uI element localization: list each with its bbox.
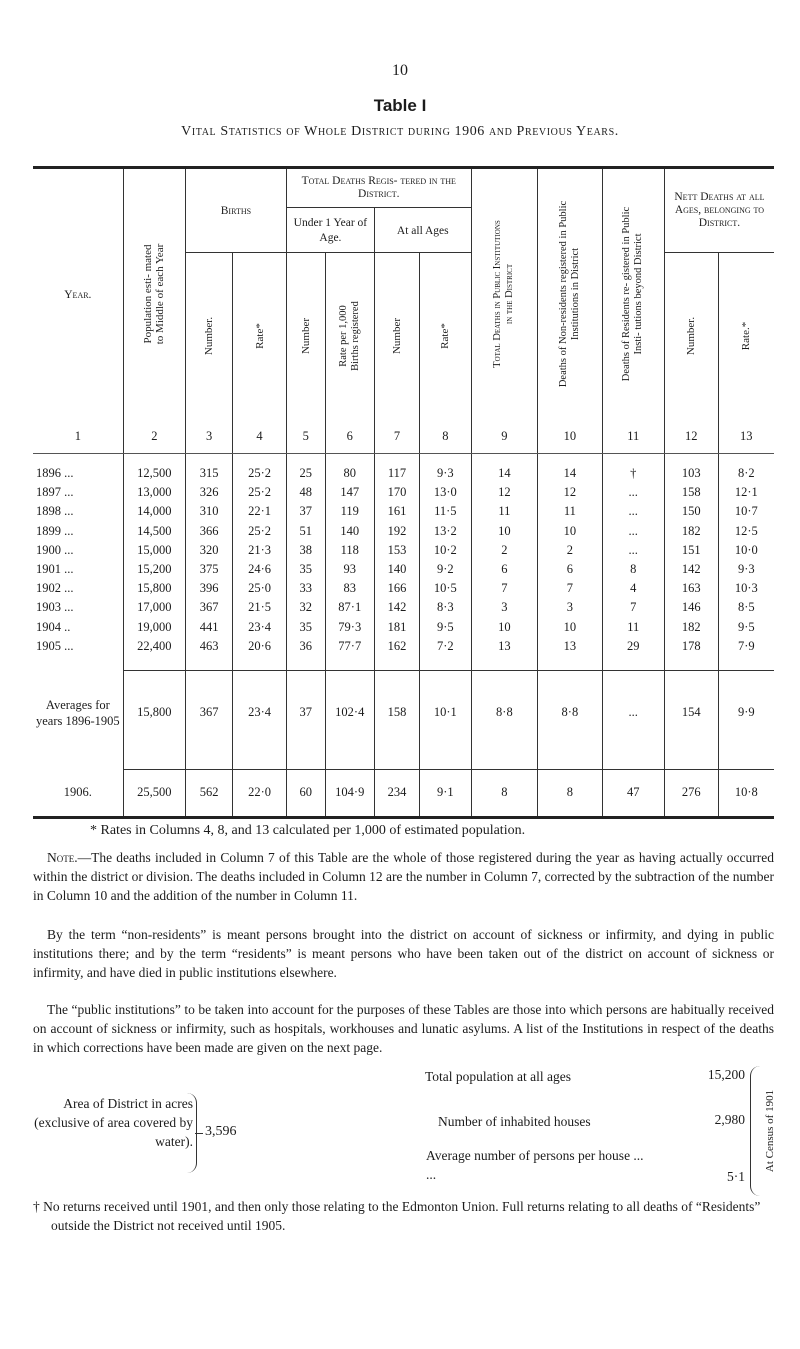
spacer-cell: [374, 454, 419, 465]
spacer-cell: [233, 454, 287, 465]
value-cell: 38: [286, 541, 325, 560]
year-cell: 1905 ...: [36, 638, 74, 653]
census-persons-label: Average number of persons per house ... ...: [426, 1148, 644, 1182]
value-cell: 35: [286, 560, 325, 579]
column-number: 6: [325, 419, 374, 454]
separator-cell: [420, 755, 472, 770]
separator-cell: [374, 755, 419, 770]
column-number: 3: [185, 419, 232, 454]
value-cell: 158: [374, 670, 419, 755]
value-cell: 8·8: [538, 670, 602, 755]
year-cell: 1899 ...: [36, 523, 74, 538]
spacer-cell: [286, 454, 325, 465]
value-cell: 463: [185, 637, 232, 656]
value-cell: 32: [286, 598, 325, 617]
value-cell: 158: [664, 483, 718, 502]
value-cell: 10·2: [420, 541, 472, 560]
area-value: 3,596: [205, 1124, 237, 1139]
separator-cell: [718, 755, 774, 770]
year-cell: 1901 ...: [36, 562, 74, 577]
census-houses-label: Number of inhabited houses: [438, 1114, 591, 1129]
value-cell: 14,000: [123, 502, 185, 521]
census-label: At Census of 1901: [764, 1089, 776, 1173]
value-cell: 83: [325, 579, 374, 598]
value-cell: 23·4: [233, 670, 287, 755]
area-label: Area of District in acres (exclusive of area covered by water).: [34, 1096, 193, 1149]
separator-cell: [123, 656, 185, 671]
separator-cell: [664, 656, 718, 671]
value-cell: 103: [664, 464, 718, 483]
value-cell: 9·2: [420, 560, 472, 579]
census-persons-value: 5·1: [727, 1169, 745, 1184]
value-cell: 375: [185, 560, 232, 579]
value-cell: 13: [538, 637, 602, 656]
value-cell: 181: [374, 618, 419, 637]
value-cell: 21·5: [233, 598, 287, 617]
value-cell: 7: [471, 579, 538, 598]
value-cell: 12,500: [123, 464, 185, 483]
averages-row: [33, 670, 774, 755]
value-cell: 11·5: [420, 502, 472, 521]
value-cell: 10: [538, 618, 602, 637]
column-number: 9: [471, 419, 538, 454]
table-title: Table I: [373, 96, 427, 115]
note-paragraph: [33, 848, 774, 905]
separator-cell: [538, 755, 602, 770]
value-cell: 8: [538, 769, 602, 817]
page-number: 10: [392, 62, 408, 79]
header-allages-rate: Rate*: [420, 253, 472, 420]
value-cell: 14: [538, 464, 602, 483]
value-cell: 315: [185, 464, 232, 483]
value-cell: 6: [538, 560, 602, 579]
table-caption: Vital Statistics of Whole District during 1906 and Previous Years.: [181, 124, 619, 139]
value-cell: 310: [185, 502, 232, 521]
value-cell: 154: [664, 670, 718, 755]
value-cell: ...: [602, 541, 664, 560]
year-cell: 1903 ...: [36, 600, 74, 615]
separator-cell: [602, 656, 664, 671]
value-cell: 37: [286, 502, 325, 521]
year-cell: 1902 ...: [36, 581, 74, 596]
value-cell: 276: [664, 769, 718, 817]
column-number: 13: [718, 419, 774, 454]
separator-cell: [286, 755, 325, 770]
averages-label: Averages for years 1896-1905: [36, 697, 120, 728]
value-cell: 2: [538, 541, 602, 560]
header-allages-number: Number: [374, 253, 419, 420]
value-cell: 10·5: [420, 579, 472, 598]
value-cell: 15,800: [123, 579, 185, 598]
value-cell: 140: [374, 560, 419, 579]
value-cell: 326: [185, 483, 232, 502]
year-cell: 1906.: [63, 785, 92, 800]
value-cell: 3: [471, 598, 538, 617]
value-cell: 192: [374, 522, 419, 541]
value-cell: 25·2: [233, 483, 287, 502]
value-cell: 12: [538, 483, 602, 502]
value-cell: 162: [374, 637, 419, 656]
value-cell: 47: [602, 769, 664, 817]
table-row: [33, 637, 774, 656]
value-cell: 25·2: [233, 522, 287, 541]
column-number: 1: [33, 419, 123, 454]
header-total-deaths: Total Deaths Regis- tered in the District.: [286, 168, 471, 208]
value-cell: 8: [471, 769, 538, 817]
table-row: [33, 502, 774, 521]
value-cell: 14,500: [123, 522, 185, 541]
value-cell: ...: [602, 522, 664, 541]
header-births-number: Number.: [185, 253, 232, 420]
value-cell: 8·3: [420, 598, 472, 617]
column-number: 10: [538, 419, 602, 454]
value-cell: 142: [374, 598, 419, 617]
separator-cell: [325, 656, 374, 671]
value-cell: 140: [325, 522, 374, 541]
value-cell: 13: [471, 637, 538, 656]
value-cell: 166: [374, 579, 419, 598]
note-label: Note.: [47, 850, 78, 865]
value-cell: 12·5: [718, 522, 774, 541]
year-cell: 1897 ...: [36, 485, 74, 500]
value-cell: 13,000: [123, 483, 185, 502]
value-cell: 10: [471, 618, 538, 637]
column-number: 2: [123, 419, 185, 454]
value-cell: 182: [664, 618, 718, 637]
value-cell: 10·8: [718, 769, 774, 817]
value-cell: 37: [286, 670, 325, 755]
spacer-cell: [33, 454, 123, 465]
value-cell: 7·2: [420, 637, 472, 656]
header-population: Population esti- mated to Middle of each Year: [123, 168, 185, 420]
value-cell: 10·7: [718, 502, 774, 521]
value-cell: 161: [374, 502, 419, 521]
value-cell: 33: [286, 579, 325, 598]
value-cell: 6: [471, 560, 538, 579]
table-row: [33, 560, 774, 579]
value-cell: 146: [664, 598, 718, 617]
separator-cell: [286, 656, 325, 671]
value-cell: 13·0: [420, 483, 472, 502]
separator-cell: [233, 656, 287, 671]
column-number: 12: [664, 419, 718, 454]
spacer-row: [33, 454, 774, 465]
separator-cell: [33, 755, 123, 770]
value-cell: 118: [325, 541, 374, 560]
year-cell: 1900 ...: [36, 542, 74, 557]
value-cell: †: [602, 464, 664, 483]
column-number-row: [33, 419, 774, 454]
header-births-rate: Rate*: [233, 253, 287, 420]
value-cell: 22,400: [123, 637, 185, 656]
column-number: 11: [602, 419, 664, 454]
value-cell: 36: [286, 637, 325, 656]
value-cell: 396: [185, 579, 232, 598]
census-population-label: Total population at all ages: [425, 1069, 572, 1084]
header-nett-rate: Rate.*: [718, 253, 774, 420]
value-cell: 367: [185, 670, 232, 755]
table-row: [33, 541, 774, 560]
column-number: 5: [286, 419, 325, 454]
value-cell: 9·5: [420, 618, 472, 637]
value-cell: 7: [602, 598, 664, 617]
separator-cell: [420, 656, 472, 671]
value-cell: 80: [325, 464, 374, 483]
header-all-ages: At all Ages: [374, 208, 471, 253]
census-population-value: 15,200: [707, 1067, 745, 1082]
header-year: Year.: [64, 288, 92, 301]
value-cell: ...: [602, 670, 664, 755]
year-cell: 1904 ..: [36, 619, 71, 634]
value-cell: 60: [286, 769, 325, 817]
vital-statistics-table: [33, 166, 774, 819]
value-cell: 234: [374, 769, 419, 817]
separator-cell: [664, 755, 718, 770]
value-cell: 10·0: [718, 541, 774, 560]
value-cell: 15,000: [123, 541, 185, 560]
header-under1-number: Number: [286, 253, 325, 420]
separator-cell: [33, 656, 123, 671]
spacer-cell: [471, 454, 538, 465]
value-cell: 12: [471, 483, 538, 502]
dagger-note: † No returns received until 1901, and then only those relating to the Edmonton Union. Full returns relating to all deaths of “Residents” outside the District not received until 1905.: [33, 1199, 761, 1233]
header-nett-deaths: Nett Deaths at all Ages, belonging to District.: [664, 168, 774, 253]
value-cell: 20·6: [233, 637, 287, 656]
value-cell: 3: [538, 598, 602, 617]
value-cell: 22·0: [233, 769, 287, 817]
value-cell: 10: [538, 522, 602, 541]
value-cell: 367: [185, 598, 232, 617]
table-row: [33, 464, 774, 483]
value-cell: 21·3: [233, 541, 287, 560]
table-row: [33, 579, 774, 598]
separator-cell: [325, 755, 374, 770]
value-cell: 8·5: [718, 598, 774, 617]
spacer-cell: [602, 454, 664, 465]
value-cell: 117: [374, 464, 419, 483]
value-cell: 9·1: [420, 769, 472, 817]
value-cell: 8·2: [718, 464, 774, 483]
value-cell: 9·9: [718, 670, 774, 755]
separator-row: [33, 755, 774, 770]
value-cell: 9·3: [420, 464, 472, 483]
value-cell: 9·5: [718, 618, 774, 637]
separator-cell: [233, 755, 287, 770]
value-cell: ...: [602, 483, 664, 502]
value-cell: 25·0: [233, 579, 287, 598]
spacer-cell: [185, 454, 232, 465]
value-cell: 93: [325, 560, 374, 579]
value-cell: 441: [185, 618, 232, 637]
value-cell: 142: [664, 560, 718, 579]
table-row: [33, 598, 774, 617]
value-cell: 29: [602, 637, 664, 656]
value-cell: 119: [325, 502, 374, 521]
rates-footnote: * Rates in Columns 4, 8, and 13 calculated per 1,000 of estimated population.: [90, 823, 526, 838]
institutions-paragraph: The “public institutions” to be taken into account for the purposes of these Tables are those into which persons are habitually received on account of sickness or infirmity, such as hospitals, workhouses and lunatic asylums. A list of the Institutions in respect of the deaths in which corrections have been made are given on the next page.: [33, 1002, 774, 1055]
value-cell: 25,500: [123, 769, 185, 817]
spacer-cell: [123, 454, 185, 465]
year-cell: 1896 ...: [36, 466, 74, 481]
value-cell: 366: [185, 522, 232, 541]
census-brace: [750, 1066, 761, 1196]
value-cell: 15,800: [123, 670, 185, 755]
header-public-institutions: Total Deaths in Public Institutions in the District: [471, 168, 538, 420]
header-under1-rate: Rate per 1,000 Births registered: [325, 253, 374, 420]
value-cell: 102·4: [325, 670, 374, 755]
value-cell: 7: [538, 579, 602, 598]
value-cell: 11: [471, 502, 538, 521]
value-cell: 320: [185, 541, 232, 560]
separator-cell: [718, 656, 774, 671]
value-cell: 147: [325, 483, 374, 502]
value-cell: 2: [471, 541, 538, 560]
column-number: 7: [374, 419, 419, 454]
value-cell: 9·3: [718, 560, 774, 579]
table-row: [33, 522, 774, 541]
value-cell: 182: [664, 522, 718, 541]
separator-cell: [185, 656, 232, 671]
residents-paragraph: By the term “non-residents” is meant persons brought into the district on account of sickness or infirmity, and dying in public institutions there; and by the term “residents” is meant persons who have been taken out of the district on account of sickness or infirmity, and have died in public institutions elsewhere.: [33, 927, 774, 980]
value-cell: 562: [185, 769, 232, 817]
value-cell: 15,200: [123, 560, 185, 579]
value-cell: 79·3: [325, 618, 374, 637]
value-cell: 87·1: [325, 598, 374, 617]
value-cell: 150: [664, 502, 718, 521]
value-cell: 17,000: [123, 598, 185, 617]
value-cell: 35: [286, 618, 325, 637]
spacer-cell: [325, 454, 374, 465]
value-cell: 23·4: [233, 618, 287, 637]
note-text: —The deaths included in Column 7 of this Table are the whole of those registered during the year as having actually occurred within the district or division. The deaths included in Column 12 are the number in Column 7, corrected by the subtraction of the number in Column 10 and the addition of the number in Column 11.: [33, 850, 774, 903]
value-cell: 25: [286, 464, 325, 483]
value-cell: 178: [664, 637, 718, 656]
value-cell: 12·1: [718, 483, 774, 502]
value-cell: 10·1: [420, 670, 472, 755]
spacer-cell: [538, 454, 602, 465]
separator-cell: [471, 656, 538, 671]
column-number: 4: [233, 419, 287, 454]
value-cell: 11: [602, 618, 664, 637]
spacer-cell: [718, 454, 774, 465]
value-cell: 4: [602, 579, 664, 598]
header-residents: Deaths of Residents re- gistered in Public Insti- tutions beyond District: [602, 168, 664, 420]
separator-cell: [185, 755, 232, 770]
value-cell: 151: [664, 541, 718, 560]
value-cell: 8: [602, 560, 664, 579]
header-nett-number: Number.: [664, 253, 718, 420]
separator-cell: [123, 755, 185, 770]
separator-cell: [374, 656, 419, 671]
spacer-cell: [664, 454, 718, 465]
header-under-1: Under 1 Year of Age.: [286, 208, 374, 253]
value-cell: 104·9: [325, 769, 374, 817]
value-cell: 170: [374, 483, 419, 502]
separator-cell: [602, 755, 664, 770]
value-cell: 24·6: [233, 560, 287, 579]
value-cell: 22·1: [233, 502, 287, 521]
table-row: [33, 483, 774, 502]
separator-cell: [471, 755, 538, 770]
value-cell: 19,000: [123, 618, 185, 637]
value-cell: 153: [374, 541, 419, 560]
value-cell: 25·2: [233, 464, 287, 483]
year-1906-row: [33, 769, 774, 817]
header-births: Births: [185, 168, 286, 253]
value-cell: 13·2: [420, 522, 472, 541]
value-cell: 10·3: [718, 579, 774, 598]
value-cell: 48: [286, 483, 325, 502]
column-number: 8: [420, 419, 472, 454]
separator-row: [33, 656, 774, 671]
value-cell: 51: [286, 522, 325, 541]
header-non-residents: Deaths of Non-residents registered in Public Institutions in District: [538, 168, 602, 420]
year-cell: 1898 ...: [36, 504, 74, 519]
value-cell: ...: [602, 502, 664, 521]
census-houses-value: 2,980: [714, 1112, 745, 1127]
value-cell: 14: [471, 464, 538, 483]
separator-cell: [538, 656, 602, 671]
value-cell: 163: [664, 579, 718, 598]
value-cell: 11: [538, 502, 602, 521]
table-row: [33, 618, 774, 637]
value-cell: 77·7: [325, 637, 374, 656]
spacer-cell: [420, 454, 472, 465]
value-cell: 10: [471, 522, 538, 541]
value-cell: 8·8: [471, 670, 538, 755]
value-cell: 7·9: [718, 637, 774, 656]
